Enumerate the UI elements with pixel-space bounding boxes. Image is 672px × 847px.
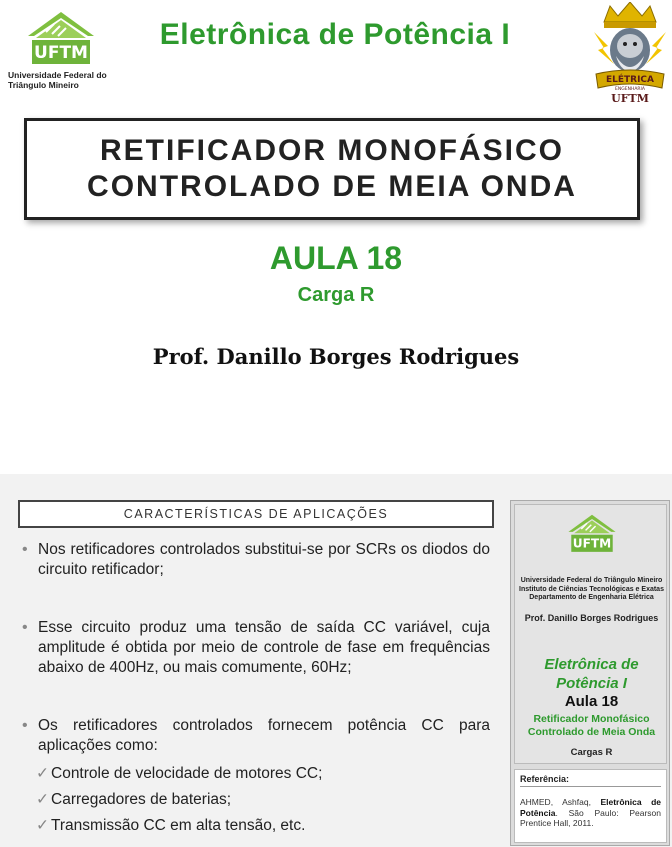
title-line-2: CONTROLADO DE MEIA ONDA <box>87 170 577 203</box>
sidebar-logo-text: UFTM <box>572 536 612 551</box>
application-text: Transmissão CC em alta tensão, etc. <box>51 817 306 834</box>
bullet-item <box>22 716 490 756</box>
sidebar-lecture: Aula 18 <box>564 693 619 710</box>
application-text: Controle de velocidade de motores CC; <box>51 765 323 782</box>
sidebar-title-line1: Retificador Monofásico <box>533 713 650 725</box>
check-icon: ✓ <box>36 817 49 834</box>
sidebar-info-panel <box>514 504 667 764</box>
reference-rest: . São Paulo: Pearson Prentice Hall, 2011. <box>520 807 661 828</box>
sidebar-institution-line3: Departamento de Engenharia Elétrica <box>529 594 654 601</box>
reference-heading: Referência: <box>520 774 661 787</box>
sidebar-professor: Prof. Danillo Borges Rodrigues <box>524 613 659 623</box>
bullet-icon: • <box>22 541 28 558</box>
sidebar-course-line2: Potência I <box>556 675 627 692</box>
engineering-logo-icon <box>590 2 670 106</box>
title-box <box>24 118 640 220</box>
title-line-1: RETIFICADOR MONOFÁSICO <box>100 134 564 167</box>
sidebar-course <box>515 655 668 693</box>
bullet-text: Nos retificadores controlados substitui-se por SCRs os diodos do circuito retificador; <box>38 541 490 578</box>
content-slide <box>0 474 672 847</box>
sidebar-institution-line1: Universidade Federal do Triângulo Mineiro <box>520 577 663 584</box>
sidebar-load: Cargas R <box>570 747 613 758</box>
uftm-logo <box>8 8 118 88</box>
lecture-subtitle: Carga R <box>297 284 375 306</box>
eng-logo-text-bottom: UFTM <box>611 92 649 105</box>
sidebar-reference <box>514 769 667 843</box>
svg-text:UFTM: UFTM <box>34 43 88 63</box>
check-icon: ✓ <box>36 765 49 782</box>
course-title: Eletrônica de Potência I <box>159 18 511 51</box>
application-item <box>36 764 322 784</box>
uftm-logo-icon <box>26 10 96 68</box>
sidebar-institution <box>515 577 668 603</box>
section-heading: CARACTERÍSTICAS DE APLICAÇÕES <box>18 500 494 528</box>
professor-name: Prof. Danillo Borges Rodrigues <box>152 344 520 369</box>
eng-logo-text-small: ENGENHARIA <box>615 87 645 92</box>
sidebar-course-line1: Eletrônica de <box>544 656 639 673</box>
sidebar-card <box>510 500 670 846</box>
check-icon: ✓ <box>36 791 49 808</box>
institution-name: Universidade Federal do Triângulo Mineiro <box>8 70 107 90</box>
sidebar-title <box>515 713 668 739</box>
bullet-item <box>22 618 490 678</box>
application-text: Carregadores de baterias; <box>51 791 232 808</box>
eng-logo-text-top: ELÉTRICA <box>605 75 655 85</box>
bullet-icon: • <box>22 619 28 636</box>
lecture-number: AULA 18 <box>269 240 403 276</box>
bullet-item <box>22 540 490 580</box>
reference-author: AHMED, Ashfaq, <box>520 797 591 807</box>
sidebar-title-line2: Controlado de Meia Onda <box>527 726 656 738</box>
reference-text <box>520 797 661 829</box>
application-item <box>36 790 231 810</box>
application-item <box>36 816 305 836</box>
sidebar-institution-line2: Instituto de Ciências Tecnológicas e Exatas <box>519 585 664 593</box>
bullet-text: Os retificadores controlados fornecem potência CC para aplicações como: <box>38 717 490 754</box>
engineering-logo <box>590 2 670 106</box>
reference-title: Eletrônica de Potência <box>520 797 661 818</box>
bullet-icon: • <box>22 717 28 734</box>
bullet-text: Esse circuito produz uma tensão de saída CC variável, cuja amplitude é obtida por meio de controle de fase em frequências abaixo de 400Hz, ou mais comumente, 60Hz; <box>38 619 490 676</box>
uftm-logo-icon <box>567 513 617 555</box>
